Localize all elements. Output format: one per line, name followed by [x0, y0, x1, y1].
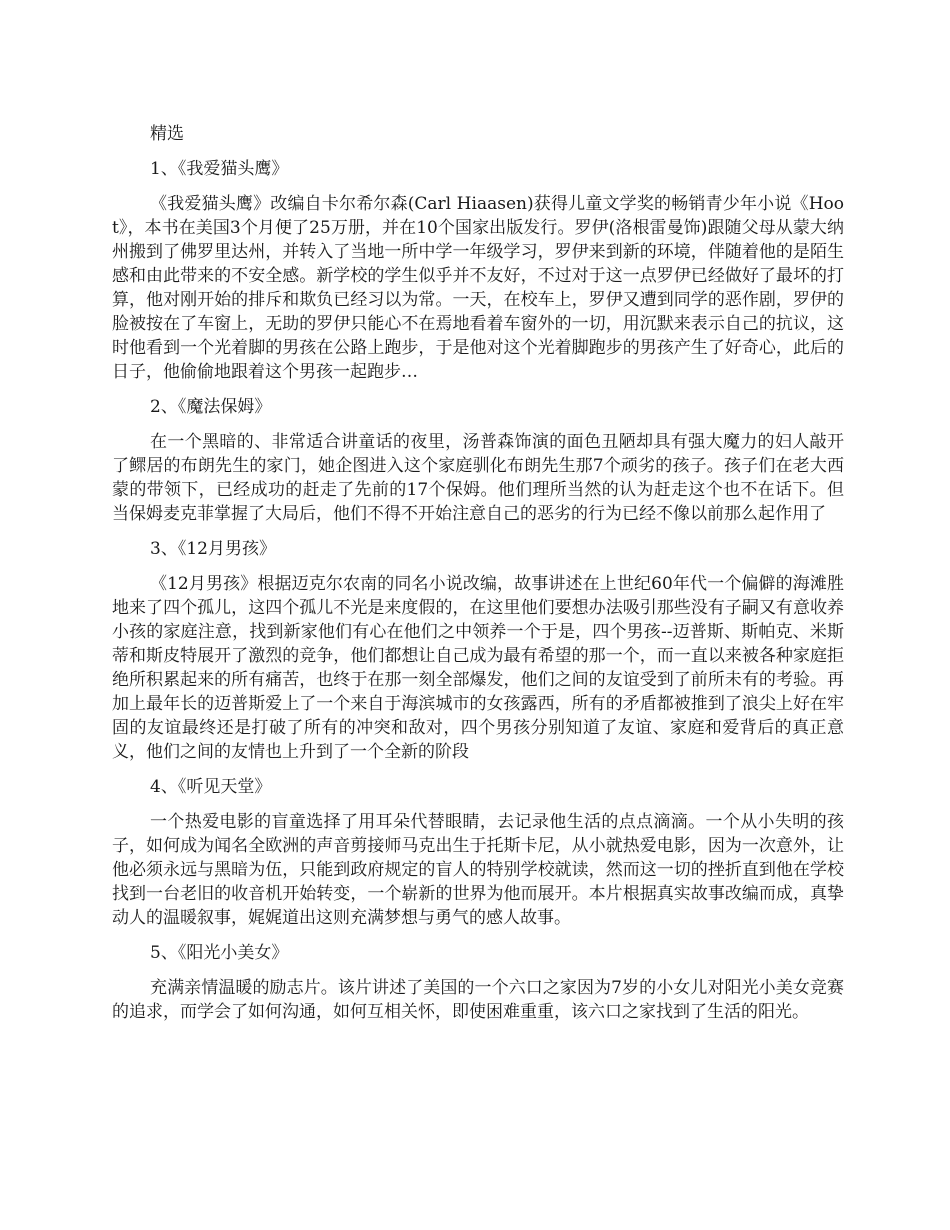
section-heading-1: 1、《我爱猫头鹰》 [150, 159, 289, 179]
section-body-5: 充满亲情温暖的励志片。该片讲述了美国的一个六口之家因为7岁的小女儿对阳光小美女竞赛的追求，而学会了如何沟通，如何互相关怀，即使困难重重，该六口之家找到了生活的阳光。 [112, 978, 844, 1022]
section-heading-5: 5、《阳光小美女》 [150, 943, 289, 963]
document-title: 精选 [150, 124, 184, 144]
section-body-4: 一个热爱电影的盲童选择了用耳朵代替眼睛，去记录他生活的点点滴滴。一个从小失明的孩子，如何成为闻名全欧洲的声音剪接师马克出生于托斯卡尼，从小就热爱电影，因为一次意外，让他必须永远与黑暗为伍，只能到政府规定的盲人的特别学校就读，然而这一切的挫折直到他在学校找到一台老旧的收音机开始转变，一个崭新的世界为他而展开。本片根据真实故事改编而成，真挚动人的温暖叙事，娓娓道出这则充满梦想与勇气的感人故事。 [112, 812, 844, 928]
section-heading-2: 2、《魔法保姆》 [150, 397, 272, 417]
document-page [112, 122, 844, 1035]
section-body-2: 在一个黑暗的、非常适合讲童话的夜里，汤普森饰演的面色丑陋却具有强大魔力的妇人敲开了鳏居的布朗先生的家门，她企图进入这个家庭驯化布朗先生那7个顽劣的孩子。孩子们在老大西蒙的带领下，已经成功的赶走了先前的17个保姆。他们理所当然的认为赶走这个也不在话下。但当保姆麦克菲掌握了大局后，他们不得不开始注意自己的恶劣的行为已经不像以前那么起作用了 [112, 432, 844, 524]
section-heading-3: 3、《12月男孩》 [150, 539, 276, 559]
section-body-3: 《12月男孩》根据迈克尔农南的同名小说改编，故事讲述在上世纪60年代一个偏僻的海滩胜地来了四个孤儿，这四个孤儿不光是来度假的，在这里他们要想办法吸引那些没有子嗣又有意收养小孩的家庭注意，找到新家他们有心在他们之中领养一个于是，四个男孩--迈普斯、斯帕克、米斯蒂和斯皮特展开了激烈的竞争，他们都想让自己成为最有希望的那一个，而一直以来被各种家庭拒绝所积累起来的所有痛苦，也终于在那一刻全部爆发，他们之间的友谊受到了前所未有的考验。再加上最年长的迈普斯爱上了一个来自于海滨城市的女孩露西，所有的矛盾都被推到了浪尖上好在牢固的友谊最终还是打破了所有的冲突和敌对，四个男孩分别知道了友谊、家庭和爱背后的真正意义，他们之间的友情也上升到了一个全新的阶段 [112, 574, 844, 762]
section-heading-4: 4、《听见天堂》 [150, 777, 272, 797]
section-body-1: 《我爱猫头鹰》改编自卡尔希尔森(Carl Hiaasen)获得儿童文学奖的畅销青少年小说《Hoot》，本书在美国3个月便了25万册，并在10个国家出版发行。罗伊(洛根雷曼饰)跟随父母从蒙大纳州搬到了佛罗里达州，并转入了当地一所中学一年级学习，罗伊来到新的环境，伴随着他的是陌生感和由此带来的不安全感。新学校的学生似乎并不友好，不过对于这一点罗伊已经做好了最坏的打算，他对刚开始的排斥和欺负已经习以为常。一天，在校车上，罗伊又遭到同学的恶作剧，罗伊的脸被按在了车窗上，无助的罗伊只能心不在焉地看着车窗外的一切，用沉默来表示自己的抗议，这时他看到一个光着脚的男孩在公路上跑步，于是他对这个光着脚跑步的男孩产生了好奇心，此后的日子，他偷偷地跟着这个男孩一起跑步… [112, 194, 844, 382]
